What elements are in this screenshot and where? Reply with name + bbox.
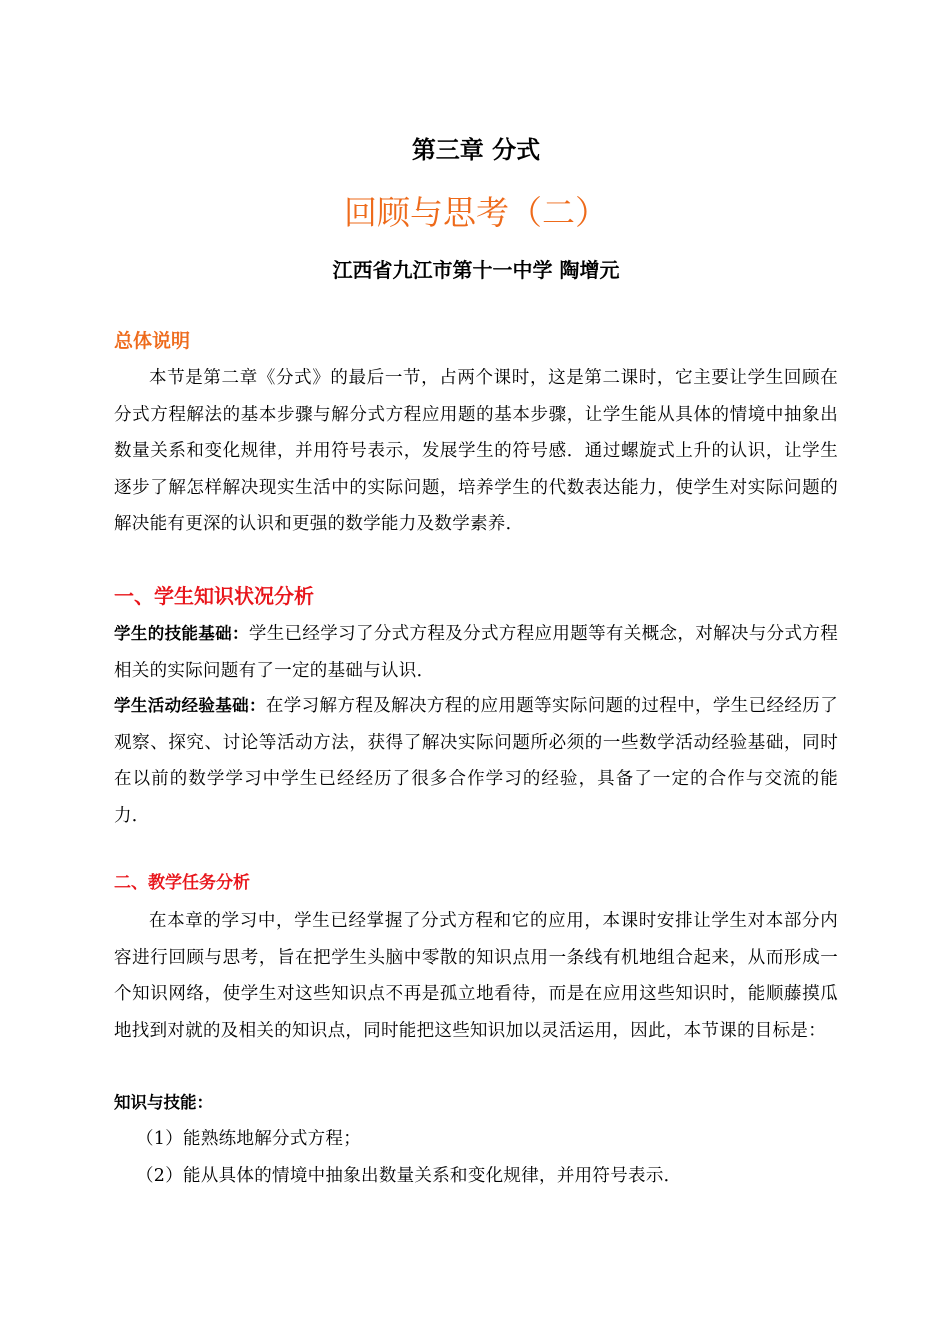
skill-text: 学生已经学习了分式方程及分式方程应用题等有关概念，对解决与分式方程相关的实际问题有了一定的基础与认识． [114,624,838,681]
skill-label: 学生的技能基础： [114,624,249,643]
overview-heading: 总体说明 [114,330,191,352]
lesson-title: 回顾与思考（二） [344,193,608,232]
chapter-title: 第三章 分式 [411,136,541,164]
skill-paragraph [114,616,838,689]
activity-label: 学生活动经验基础： [114,696,266,715]
section1-heading: 一、学生知识状况分析 [114,584,314,608]
author-line: 江西省九江市第十一中学 陶增元 [332,258,620,282]
goal-item-2: （2）能从具体的情境中抽象出数量关系和变化规律，并用符号表示． [136,1166,682,1186]
goal-item-1: （1）能熟练地解分式方程； [136,1129,362,1149]
activity-paragraph [114,688,838,834]
activity-text: 在学习解方程及解决方程的应用题等实际问题的过程中，学生已经经历了观察、探究、讨论等活动方法，获得了解决实际问题所必须的一些数学活动经验基础，同时在以前的数学学习中学生已经经历了很多合作学习的经验，具备了一定的合作与交流的能力． [114,696,838,826]
overview-paragraph: 本节是第二章《分式》的最后一节，占两个课时，这是第二课时，它主要让学生回顾在分式方程解法的基本步骤与解分式方程应用题的基本步骤，让学生能从具体的情境中抽象出数量关系和变化规律，并用符号表示，发展学生的符号感．通过螺旋式上升的认识，让学生逐步了解怎样解决现实生活中的实际问题，培养学生的代数表达能力，使学生对实际问题的解决能有更深的认识和更强的数学能力及数学素养． [114,368,838,534]
goals-heading: 知识与技能： [114,1093,213,1112]
section2-heading: 二、教学任务分析 [114,873,250,893]
section2-paragraph: 在本章的学习中，学生已经掌握了分式方程和它的应用，本课时安排让学生对本部分内容进行回顾与思考，旨在把学生头脑中零散的知识点用一条线有机地组合起来，从而形成一个知识网络，使学生对这些知识点不再是孤立地看待，而是在应用这些知识时，能顺藤摸瓜地找到对就的及相关的知识点，同时能把这些知识加以灵活运用，因此，本节课的目标是： [114,911,838,1041]
